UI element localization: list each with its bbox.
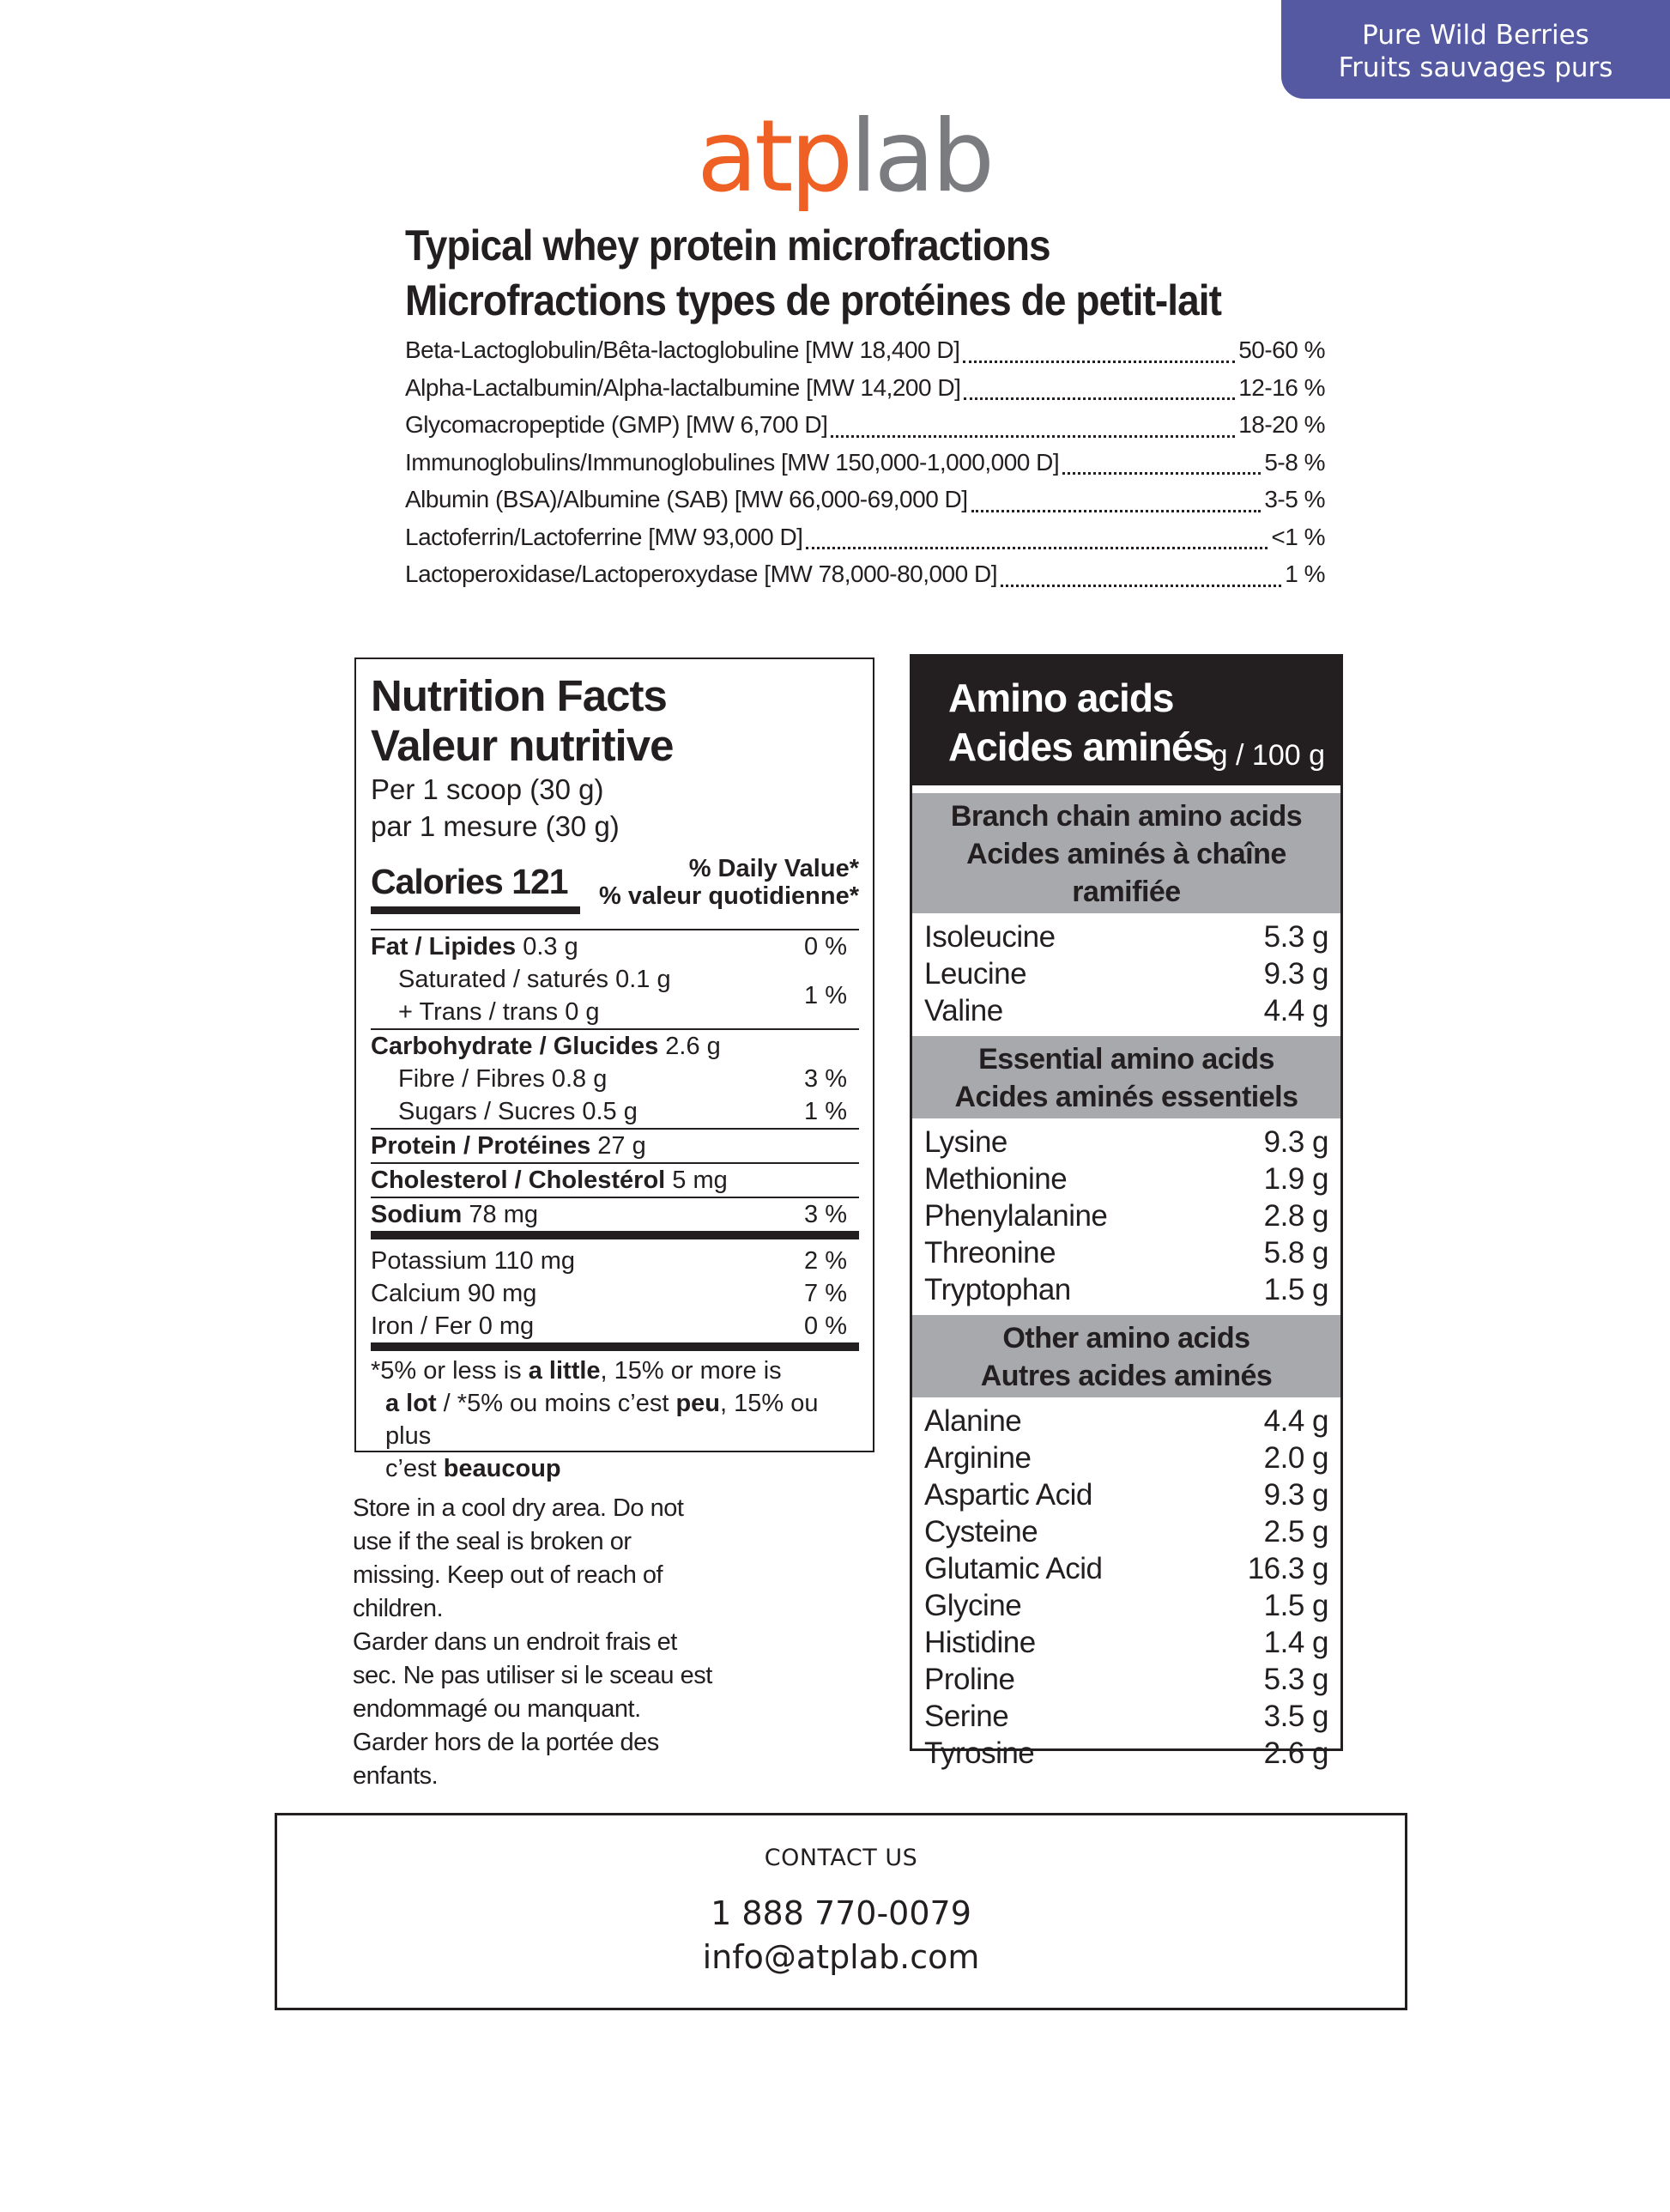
amino-row — [924, 992, 1328, 1029]
cholesterol-amount: 5 mg — [672, 1167, 728, 1194]
amino-row — [924, 1161, 1328, 1197]
microfraction-row — [405, 336, 1325, 374]
sodium-dv: 3 % — [804, 1201, 847, 1228]
amino-acids-header — [912, 657, 1340, 793]
amino-name: Tryptophan — [924, 1273, 1071, 1306]
storage-line: sec. Ne pas utiliser si le sceau est — [353, 1662, 712, 1689]
storage-line: enfants. — [353, 1762, 439, 1790]
microfraction-row — [405, 561, 1325, 598]
logo-atp: atp — [697, 99, 850, 215]
fat-dv: 0 % — [804, 933, 847, 961]
amino-row — [924, 955, 1328, 992]
fat-name: Fat / Lipides — [371, 933, 517, 961]
amino-value: 2.8 g — [1263, 1199, 1328, 1233]
leader-dots — [971, 509, 1262, 512]
amino-value: 3.5 g — [1263, 1700, 1328, 1733]
protein-row — [371, 1130, 859, 1162]
potassium-name: Potassium 110 mg — [371, 1247, 576, 1275]
amino-row — [924, 1624, 1328, 1661]
fibre-row — [371, 1063, 859, 1095]
cholesterol-row — [371, 1164, 859, 1197]
microfraction-row — [405, 486, 1325, 524]
microfraction-label: Immunoglobulins/Immunoglobulines [MW 150,000-1,000,000 D] — [405, 448, 1060, 476]
amino-group-header — [912, 1036, 1340, 1118]
microfraction-value: 18-20 % — [1238, 411, 1325, 438]
thick-divider — [371, 1342, 859, 1351]
amino-group-title-en: Branch chain amino acids — [950, 800, 1303, 833]
amino-name: Glutamic Acid — [924, 1552, 1103, 1585]
amino-name: Aspartic Acid — [924, 1478, 1092, 1512]
amino-row — [924, 1439, 1328, 1476]
fibre-dv: 3 % — [804, 1065, 847, 1093]
amino-value: 9.3 g — [1263, 957, 1328, 991]
microfractions-list — [405, 336, 1325, 598]
microfraction-value: 50-60 % — [1238, 336, 1325, 363]
logo-lab: lab — [850, 99, 992, 215]
microfraction-value: 5-8 % — [1264, 448, 1325, 476]
calories-bar — [371, 906, 580, 914]
footnote-text: c’est — [385, 1455, 444, 1482]
amino-name: Histidine — [924, 1626, 1036, 1659]
microfraction-row — [405, 449, 1325, 487]
amino-row — [924, 1476, 1328, 1513]
storage-line: missing. Keep out of reach of — [353, 1561, 663, 1589]
storage-line: Garder hors de la portée des — [353, 1729, 659, 1756]
amino-group-rows — [912, 1118, 1340, 1315]
calcium-row — [371, 1277, 859, 1310]
sodium-amount: 78 mg — [469, 1201, 539, 1228]
amino-value: 2.6 g — [1263, 1736, 1328, 1770]
storage-line: children. — [353, 1595, 444, 1622]
fat-row — [371, 930, 859, 963]
storage-instructions — [353, 1492, 756, 1793]
nutrition-facts-panel — [354, 658, 874, 1482]
brand-logo — [697, 101, 991, 213]
amino-group-title-en: Other amino acids — [1002, 1322, 1250, 1354]
footnote-text: , 15% ou plus — [385, 1390, 819, 1450]
microfraction-label: Glycomacropeptide (GMP) [MW 6,700 D] — [405, 411, 828, 438]
amino-name: Lysine — [924, 1125, 1007, 1159]
amino-value: 1.4 g — [1263, 1626, 1328, 1659]
iron-row — [371, 1310, 859, 1342]
amino-name: Valine — [924, 994, 1003, 1027]
amino-acids-panel — [910, 654, 1343, 1770]
sodium-row — [371, 1198, 859, 1231]
amino-value: 9.3 g — [1263, 1125, 1328, 1159]
microfraction-label: Lactoferrin/Lactoferrine [MW 93,000 D] — [405, 523, 803, 550]
footnote-text: / *5% ou moins c’est — [436, 1390, 676, 1417]
carb-row — [371, 1030, 859, 1063]
protein-name: Protein / Protéines — [371, 1132, 591, 1160]
microfractions-title — [405, 218, 1274, 328]
microfraction-label: Albumin (BSA)/Albumine (SAB) [MW 66,000-69,000 D] — [405, 486, 968, 512]
storage-line: Garder dans un endroit frais et — [353, 1628, 677, 1656]
amino-value: 2.5 g — [1263, 1515, 1328, 1548]
thick-divider — [371, 1231, 859, 1239]
amino-title-en: Amino acids — [948, 676, 1174, 720]
nutrition-title-fr: Valeur nutritive — [371, 721, 674, 770]
amino-unit: g / 100 g — [1211, 739, 1325, 772]
footnote-bold: peu — [675, 1390, 721, 1417]
cholesterol-name: Cholesterol / Cholestérol — [371, 1167, 666, 1194]
leader-dots — [831, 434, 1235, 438]
amino-row — [924, 918, 1328, 955]
storage-line: endommagé ou manquant. — [353, 1695, 641, 1723]
amino-group-rows — [912, 913, 1340, 1036]
footnote-bold: a lot — [385, 1390, 437, 1417]
amino-group-header — [912, 1315, 1340, 1397]
amino-group-title-fr: Acides aminés à chaîne ramifiée — [966, 838, 1286, 908]
flavor-name-en: Pure Wild Berries — [1362, 20, 1589, 51]
contact-box — [275, 1813, 1407, 2010]
microfraction-value: 3-5 % — [1264, 486, 1325, 512]
amino-name: Cysteine — [924, 1515, 1038, 1548]
footnote-bold: a little — [528, 1357, 601, 1385]
sugars-row — [371, 1095, 859, 1128]
calcium-dv: 7 % — [804, 1280, 847, 1307]
storage-line: use if the seal is broken or — [353, 1528, 632, 1555]
fat-amount: 0.3 g — [523, 933, 578, 961]
amino-name: Phenylalanine — [924, 1199, 1108, 1233]
daily-value-fr: % valeur quotidienne* — [599, 882, 859, 910]
microfraction-label: Alpha-Lactalbumin/Alpha-lactalbumine [MW 14,200 D] — [405, 373, 961, 401]
amino-name: Serine — [924, 1700, 1009, 1733]
amino-name: Leucine — [924, 957, 1027, 991]
amino-row — [924, 1271, 1328, 1308]
iron-name: Iron / Fer 0 mg — [371, 1312, 535, 1340]
sodium-name: Sodium — [371, 1201, 463, 1228]
amino-value: 2.0 g — [1263, 1441, 1328, 1475]
amino-name: Isoleucine — [924, 920, 1056, 954]
amino-row — [924, 1735, 1328, 1772]
amino-row — [924, 1234, 1328, 1271]
amino-value: 5.3 g — [1263, 920, 1328, 954]
microfraction-value: <1 % — [1271, 523, 1325, 550]
amino-row — [924, 1197, 1328, 1234]
amino-value: 1.5 g — [1263, 1273, 1328, 1306]
amino-group-title-en: Essential amino acids — [978, 1043, 1274, 1076]
serving-size — [371, 771, 859, 845]
calories-row — [371, 850, 859, 929]
amino-row — [924, 1661, 1328, 1698]
microfraction-row — [405, 524, 1325, 561]
serving-size-fr: par 1 mesure (30 g) — [371, 810, 620, 842]
amino-group-rows — [912, 1397, 1340, 1779]
leader-dots — [963, 360, 1235, 363]
calories-label: Calories 121 — [371, 862, 568, 901]
amino-value: 1.9 g — [1263, 1162, 1328, 1196]
amino-name: Tyrosine — [924, 1736, 1035, 1770]
carb-amount: 2.6 g — [665, 1033, 721, 1060]
saturated-dv: 1 % — [804, 981, 847, 1009]
amino-name: Threonine — [924, 1236, 1056, 1270]
protein-amount: 27 g — [597, 1132, 646, 1160]
iron-dv: 0 % — [804, 1312, 847, 1340]
amino-group-title-fr: Autres acides aminés — [980, 1360, 1273, 1392]
amino-name: Alanine — [924, 1404, 1022, 1438]
microfractions-title-fr: Microfractions types de protéines de petit-lait — [405, 276, 1222, 324]
amino-groups — [912, 793, 1340, 1779]
carb-name: Carbohydrate / Glucides — [371, 1033, 659, 1060]
amino-value: 9.3 g — [1263, 1478, 1328, 1512]
sugars-name: Sugars / Sucres 0.5 g — [398, 1098, 638, 1125]
amino-name: Methionine — [924, 1162, 1068, 1196]
contact-email[interactable]: info@atplab.com — [702, 1938, 980, 1976]
nutrition-title — [371, 671, 859, 771]
trans-row: + Trans / trans 0 g — [398, 998, 600, 1026]
microfraction-label: Beta-Lactoglobulin/Bêta-lactoglobuline [MW 18,400 D] — [405, 336, 960, 363]
leader-dots — [806, 546, 1268, 549]
amino-row — [924, 1124, 1328, 1161]
serving-size-en: Per 1 scoop (30 g) — [371, 773, 604, 805]
amino-row — [924, 1587, 1328, 1624]
amino-value: 5.8 g — [1263, 1236, 1328, 1270]
flavor-tab — [1281, 0, 1670, 99]
amino-group-header — [912, 793, 1340, 913]
amino-value: 1.5 g — [1263, 1589, 1328, 1622]
calcium-name: Calcium 90 mg — [371, 1280, 537, 1307]
amino-value: 16.3 g — [1247, 1552, 1328, 1585]
amino-group-title-fr: Acides aminés essentiels — [954, 1081, 1298, 1113]
amino-value: 4.4 g — [1263, 1404, 1328, 1438]
daily-value-footnote — [371, 1354, 859, 1485]
microfraction-label: Lactoperoxidase/Lactoperoxydase [MW 78,000-80,000 D] — [405, 561, 997, 587]
amino-row — [924, 1513, 1328, 1550]
nutrition-title-en: Nutrition Facts — [371, 671, 667, 720]
microfractions-title-en: Typical whey protein microfractions — [405, 221, 1050, 270]
amino-name: Arginine — [924, 1441, 1032, 1475]
fibre-name: Fibre / Fibres 0.8 g — [398, 1065, 608, 1093]
potassium-dv: 2 % — [804, 1247, 847, 1275]
footnote-bold: beaucoup — [443, 1455, 561, 1482]
leader-dots — [964, 397, 1235, 400]
amino-value: 5.3 g — [1263, 1663, 1328, 1696]
daily-value-en: % Daily Value* — [688, 855, 859, 882]
amino-value: 4.4 g — [1263, 994, 1328, 1027]
microfraction-value: 12-16 % — [1238, 373, 1325, 401]
microfraction-value: 1 % — [1285, 561, 1325, 587]
potassium-row — [371, 1245, 859, 1277]
sugars-dv: 1 % — [804, 1098, 847, 1125]
microfraction-row — [405, 374, 1325, 412]
storage-line: Store in a cool dry area. Do not — [353, 1494, 684, 1522]
saturated-row: Saturated / saturés 0.1 g — [398, 966, 671, 993]
contact-phone[interactable]: 1 888 770-0079 — [711, 1894, 971, 1932]
footnote-text: *5% or less is — [371, 1357, 529, 1385]
amino-row — [924, 1550, 1328, 1587]
amino-row — [924, 1403, 1328, 1439]
leader-dots — [1001, 584, 1281, 587]
saturated-trans-group — [371, 963, 859, 1028]
amino-name: Glycine — [924, 1589, 1022, 1622]
footnote-text: , 15% or more is — [600, 1357, 782, 1385]
contact-heading: CONTACT US — [764, 1845, 918, 1871]
leader-dots — [1062, 471, 1261, 475]
amino-row — [924, 1698, 1328, 1735]
amino-name: Proline — [924, 1663, 1015, 1696]
microfraction-row — [405, 411, 1325, 449]
flavor-name-fr: Fruits sauvages purs — [1338, 52, 1613, 83]
amino-title-fr: Acides aminés — [948, 724, 1214, 769]
daily-value-header — [599, 855, 859, 910]
